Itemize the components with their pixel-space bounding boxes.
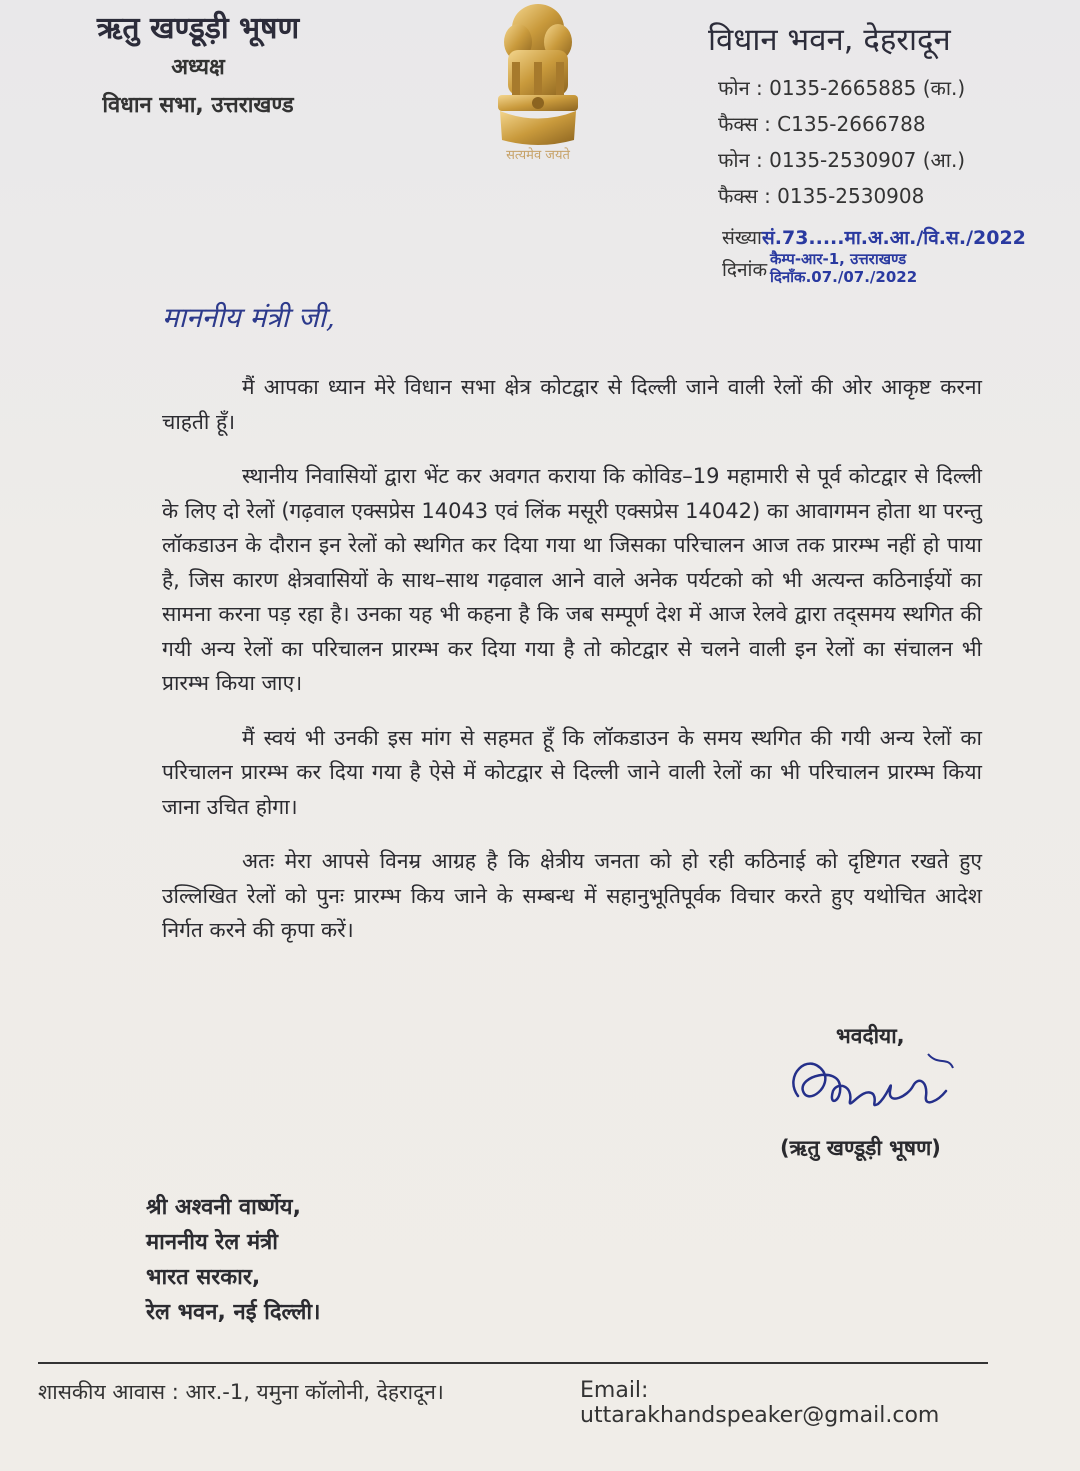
reference-number-label: संख्या	[722, 227, 762, 249]
addressee-line: माननीय रेल मंत्री	[146, 1230, 278, 1255]
contact-line: फैक्स : 0135-2530908	[718, 184, 925, 208]
office-address: विधान भवन, देहरादून	[708, 22, 951, 58]
signer-name: (ऋतु खण्डूड़ी भूषण)	[780, 1136, 941, 1160]
residence-address: शासकीय आवास : आर.-1, यमुना कॉलोनी, देहरादून।	[38, 1380, 444, 1404]
salutation: माननीय मंत्री जी,	[162, 301, 335, 334]
email-address: Email: uttarakhandspeaker@gmail.com	[580, 1378, 940, 1428]
reference-number	[722, 224, 1026, 250]
contact-line: फोन : 0135-2530907 (आ.)	[718, 148, 966, 172]
closing: भवदीया,	[836, 1024, 905, 1048]
reference-date	[722, 250, 918, 286]
contact-line: फैक्स : C135-2666788	[718, 112, 926, 136]
addressee-line: श्री अश्वनी वार्ष्णेय,	[146, 1195, 301, 1220]
date-stamp-value: दिनाँक.07./07./2022	[770, 268, 918, 286]
letter-body	[162, 370, 982, 968]
sender-name: ऋतु खण्डूड़ी भूषण	[96, 11, 300, 46]
body-paragraph: अतः मेरा आपसे विनम्र आग्रह है कि क्षेत्रीय जनता को हो रही कठिनाई को दृष्टिगत रखते हुए उल्लिखित रेलों को पुनः प्रारम्भ किय जाने के सम्बन्ध में सहानुभूतिपूर्वक विचार करते हुए यथोचित आदेश निर्गत करने की कृपा करें।	[162, 849, 982, 942]
contact-line: फोन : 0135-2665885 (का.)	[718, 76, 966, 100]
addressee-line: रेल भवन, नई दिल्ली।	[146, 1300, 321, 1325]
footer-divider	[38, 1362, 988, 1364]
signature-icon	[778, 1046, 968, 1126]
date-stamp	[770, 250, 1070, 286]
camp-stamp: कैम्प-आर-1, उत्तराखण्ड	[770, 250, 907, 268]
addressee-block	[146, 1190, 320, 1330]
footer	[38, 1378, 998, 1428]
letterhead-right	[708, 18, 1048, 214]
reference-number-value: सं.73.....मा.अ.आ./वि.स./2022	[761, 227, 1026, 249]
body-paragraph: स्थानीय निवासियों द्वारा भेंट कर अवगत कराया कि कोविड–19 महामारी से पूर्व कोटद्वार से दिल्ली के लिए दो रेलों (गढ़वाल एक्सप्रेस 14043 एवं लिंक मसूरी एक्सप्रेस 14042) का आवागमन होता था परन्तु लॉकडाउन के दौरान इन रेलों को स्थगित कर दिया गया था जिसका परिचालन आज तक प्रारम्भ नहीं हो पाया है, जिस कारण क्षेत्रवासियों के साथ–साथ गढ़वाल आने वाले अनेक पर्यटको को भी अत्यन्त कठिनाईयों का सामना करना पड़ रहा है। उनका यह भी कहना है कि जब सम्पूर्ण देश में आज रेलवे द्वारा तद्समय स्थगित की गयी अन्य रेलों का परिचालन प्रारम्भ कर दिया गया है तो कोटद्वार से चलने वाली इन रेलों का संचालन भी प्रारम्भ किया जाए।	[162, 464, 982, 695]
body-paragraph: मैं आपका ध्यान मेरे विधान सभा क्षेत्र कोटद्वार से दिल्ली जाने वाली रेलों की ओर आकृष्ट करना चाहती हूँ।	[162, 375, 982, 434]
emblem-motto: सत्यमेव जयते	[506, 148, 570, 163]
addressee-line: भारत सरकार,	[146, 1265, 261, 1290]
letterhead-left	[28, 6, 368, 119]
reference-date-label: दिनांक	[722, 259, 768, 281]
sender-organization: विधान सभा, उत्तराखण्ड	[102, 93, 294, 118]
body-paragraph: मैं स्वयं भी उनकी इस मांग से सहमत हूँ कि लॉकडाउन के समय स्थगित की गयी अन्य रेलों का परिचालन प्रारम्भ कर दिया गया है ऐसे में कोटद्वार से दिल्ली जाने वाली रेलों का भी परिचालन प्रारम्भ किया जाना उचित होगा।	[162, 725, 982, 819]
sender-post: अध्यक्ष	[171, 55, 225, 80]
